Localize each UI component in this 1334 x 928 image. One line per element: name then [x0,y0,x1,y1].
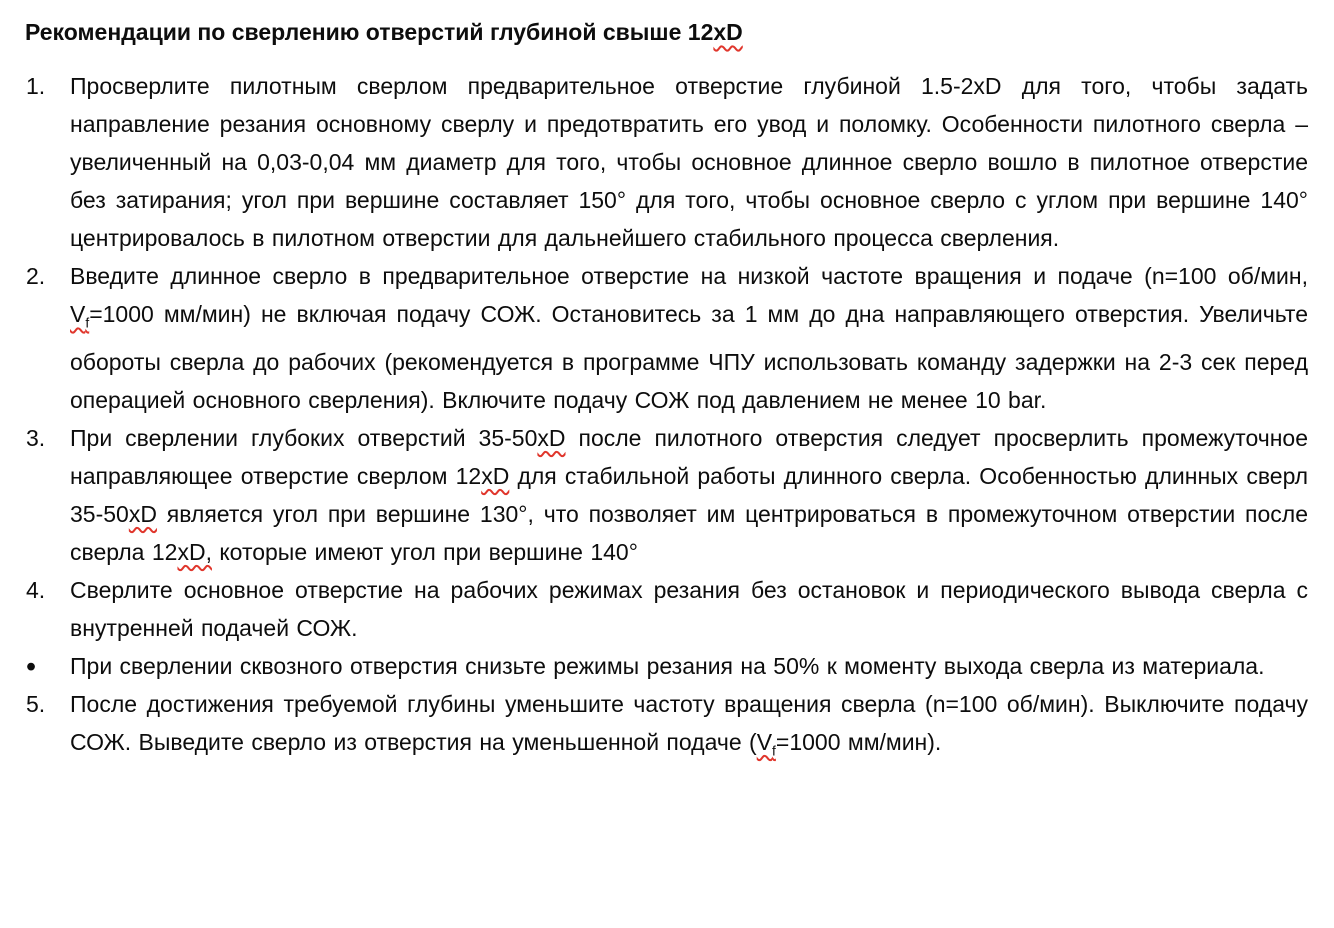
list-item [25,571,1308,647]
spellcheck-flagged-term: $V_f$ [756,728,776,759]
list-item [25,257,1308,419]
list-item-text [70,647,1308,685]
list-item [25,419,1308,571]
text-run: При сверлении сквозного отверстия снизьте режимы резания на 50% к моменту выхода сверла из материала. [70,652,1265,679]
text-run: =1000 мм/мин). [775,728,942,755]
number-marker: 4. [26,576,46,603]
document-title [25,13,1308,51]
text-run: Просверлите пилотным сверлом предварительное отверстие глубиной 1.5-2xD для того, чтобы задать направление резания основному сверлу и предотвратить его увод и поломку. Особенности пилотного сверла – увеличенный на 0,03-0,04 мм диаметр для того, чтобы основное длинное сверло вошло в пилотное отверстие без затирания; угол при вершине составляет 150° для того, чтобы основное сверло с углом при вершине 140° центрировалось в пилотном отверстии для дальнейшего стабильного процесса сверления. [70,73,1308,251]
text-run: Рекомендации по сверлению отверстий глубиной свыше 12 [25,19,714,45]
spellcheck-flagged-term: xD [537,424,566,451]
number-marker: 1. [26,73,46,99]
spellcheck-flagged-term: $V_f$ [70,301,90,331]
text-run: =1000 мм/мин) не включая подачу СОЖ. Остановитесь за 1 мм до дна направляющего отверстия. Увеличьте обороты сверла до рабочих (рекомендуется в программе ЧПУ использовать команду задержки на 2-3 сек перед операцией основного сверления). Включите подачу СОЖ под давлением не менее 10 bar. [70,301,1308,413]
list-item-text [70,571,1308,647]
list-item-text [70,419,1308,571]
spellcheck-flagged-term: xD [128,500,157,527]
number-marker: 2. [26,263,46,289]
list-item [25,67,1308,257]
text-run: после пилотного отверстия следует просверлить промежуточное направляющее отверстие сверлом 12 [70,424,1308,489]
number-marker: 5. [26,690,46,717]
bullet-marker: • [26,649,37,682]
subscript-text: f [772,743,776,759]
list-item [25,685,1308,771]
text-run: является угол при вершине 130°, что позволяет им центрироваться в промежуточном отверстии после сверла 12 [70,500,1308,565]
subscript-text: f [85,315,90,331]
text-run: При сверлении глубоких отверстий 35-50 [70,424,538,451]
recommendations-list [25,67,1308,770]
list-item-text [70,67,1308,257]
text-run: которые имеют угол при вершине 140° [211,538,638,565]
list-item [25,647,1308,685]
list-item-text [70,257,1308,419]
spellcheck-flagged-term: xD, [177,538,212,565]
text-run: Сверлите основное отверстие на рабочих режимах резания без остановок и периодического вывода сверла с внутренней подачей СОЖ. [70,576,1308,641]
text-run: Введите длинное сверло в предварительное отверстие на низкой частоте вращения и подаче (n=100 об/мин, [70,263,1308,289]
spellcheck-flagged-term: xD [481,462,510,489]
text-run: для стабильной работы длинного сверла. Особенностью длинных сверл 35-50 [70,462,1308,527]
number-marker: 3. [26,424,46,451]
text-run: После достижения требуемой глубины уменьшите частоту вращения сверла (n=100 об/мин). Выключите подачу СОЖ. Выведите сверло из отверстия на уменьшенной подаче ( [70,690,1308,755]
list-item-text [70,685,1308,771]
spellcheck-flagged-term: xD [713,19,743,45]
